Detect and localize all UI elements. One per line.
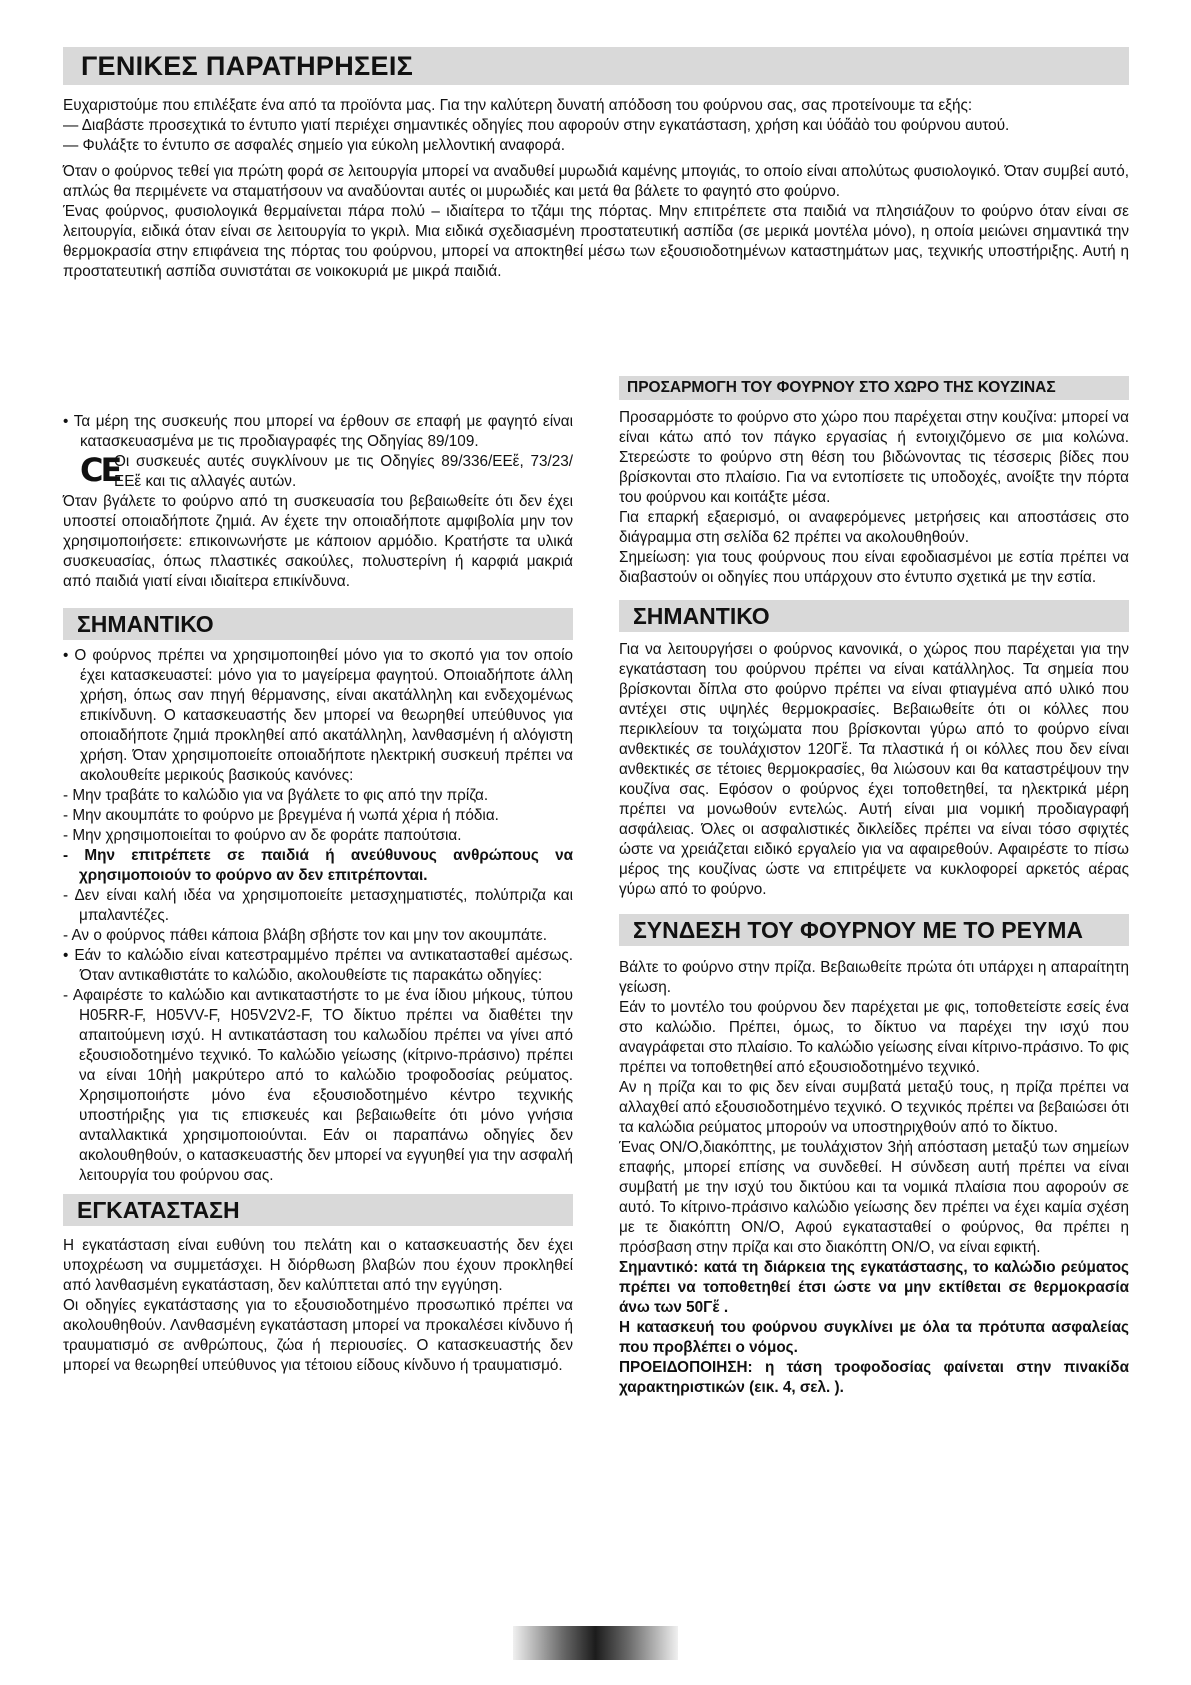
power-note-bold-text: Η κατασκευή του φούρνου συγκλίνει με όλα τα πρότυπα ασφαλείας που προβλέπει ο νόμος.: [619, 1319, 1129, 1356]
important-paragraph: Για να λειτουργήσει ο φούρνος κανονικά, ο χώρος που παρέχεται για την εγκατάσταση του φούρνου πρέπει να είναι κατάλληλος. Τα σημεία που βρίσκονται δίπλα στο φούρνο πρέπει να είναι φτιαγμένα από υλικό που αντέχει στις υψηλές θερμοκρασίες. Βεβαιωθείτε ότι οι κόλλες που περικλείουν τα τοιχώματα που βρίσκονται γύρω από το φούρνο είναι ανθεκτικές σε τουλάχιστον 120Γἕ. Τα πλαστικά ή οι κόλλες που δεν είναι ανθεκτικές σε τέτοιες θερμοκρασίες, θα λιώσουν και θα καταστρέψουν την κουζίνα σας. Εφόσον ο φούρνος έχει τοποθετηθεί, τα ηλεκτρικά μέρη πρέπει να μονωθούν εντελώς. Αυτή είναι μια νομική προδιαγραφή ασφάλειας. Όλες οι ασφαλιστικές δικλείδες πρέπει να είναι τόσο σφιχτές ώστε να χρειάζεται ειδικό εργαλείο για να αφαιρεθούν. Αφαιρέστε το πίσω μέρος της κουζίνας ώστε να επιτρέψετε να κυκλοφορεί αρκετός αέρας γύρω από το φούρνο.: [619, 641, 1129, 898]
ce-notice: [63, 452, 573, 492]
right-column: [619, 376, 1129, 1398]
rule-item: - Αφαιρέστε το καλώδιο και αντικαταστήστε το με ένα ίδιου μήκους, τύπου H05RR-F, H05VV-F, H05V2V2-F, ΤΟ δίκτυο πρέπει να διαθέτει την απαιτούμενη ισχύ. Η αντικατάσταση του καλωδίου πρέπει να γίνει από εξουσιοδοτημένο τεχνικό. Το καλώδιο γείωσης (κίτρινο-πράσινο) πρέπει να είναι 10ἠἡ μακρύτερο από το καλώδιο τροφοδοσίας ρεύματος. Χρησιμοποιήστε μόνο ένα εξουσιοδοτημένο κέντρο τεχνικής υποστήριξης για τις επισκευές και βεβαιωθείτε ότι μόνο γνήσια ανταλλακτικά χρησιμοποιούνται. Εάν οι παραπάνω οδηγίες δεν ακολουθηθούν, ο κατασκευαστής δεν μπορεί να εγγυηθεί για την ασφαλή λειτουργία του φούρνου σας.: [63, 987, 573, 1184]
section-heading-important: ΣΗΜΑΝΤΙΚΟ: [619, 600, 1129, 632]
intro-paragraph: Ευχαριστούμε που επιλέξατε ένα από τα προϊόντα μας. Για την καλύτερη δυνατή απόδοση του φούρνου σας, σας προτείνουμε τα εξής:: [63, 97, 973, 114]
intro-section: [63, 96, 1129, 282]
rule-item-bold-text: - Μην επιτρέπετε σε παιδιά ή ανεύθυνους ανθρώπους να χρησιμοποιούν το φούρνο αν δεν επιτρέπονται.: [63, 847, 573, 884]
rule-item-bold: [63, 846, 573, 886]
bullet-item: • Εάν το καλώδιο είναι κατεστραμμένο πρέπει να αντικατασταθεί αμέσως. Όταν αντικαθιστάτε το καλώδιο, ακολουθείστε τις παρακάτω οδηγίες:: [63, 947, 573, 984]
section-heading-installation: ΕΓΚΑΤΑΣΤΑΣΗ: [63, 1194, 573, 1226]
power-warning: [619, 1358, 1129, 1398]
rule-item: - Δεν είναι καλή ιδέα να χρησιμοποιείτε μετασχηματιστές, πολύπριζα και μπαλαντέζες.: [63, 887, 573, 924]
intro-paragraph: Ένας φούρνος, φυσιολογικά θερμαίνεται πάρα πολύ – ιδιαίτερα το τζάμι της πόρτας. Μην επιτρέπετε στα παιδιά να πλησιάζουν το φούρνο όταν είναι σε λειτουργία, ειδικά όταν είναι σε λειτουργία το γκριλ. Μια ειδικά σχεδιασμένη προστατευτική ασπίδα (σε μερικά μοντέλα μόνο), η οποία μειώνει σημαντικά την θερμοκρασία στην επιφάνεια της πόρτας του φούρνου, μπορεί να αποκτηθεί μέσω των εξουσιοδοτημένων καταστημάτων μας, τεχνικής υποστήριξης. Αυτή η προστατευτική ασπίδα συνιστάται σε νοικοκυριά με μικρά παιδιά.: [63, 203, 1129, 280]
fitting-paragraph: Προσαρμόστε το φούρνο στο χώρο που παρέχεται στην κουζίνα: μπορεί να είναι κάτω από τον πάγκο εργασίας ή εντοιχιζόμενο σε μια κολώνα. Στερεώστε το φούρνο στη θέση του βιδώνοντας τις τέσσερις βίδες που βρίσκονται στο πλαίσιο. Για να εντοπίσετε τις υποδοχές, ανοίξτε την πόρτα του φούρνου και κοιτάξτε μέσα.: [619, 409, 1129, 506]
power-warning-text: ΠΡΟΕΙΔΟΠΟΙΗΣΗ: η τάση τροφοδοσίας φαίνεται στην πινακίδα χαρακτηριστικών (εικ. 4, σελ. ).: [619, 1359, 1129, 1396]
bullet-item: • Τα μέρη της συσκευής που μπορεί να έρθουν σε επαφή με φαγητό είναι κατασκευασμένα με τις προδιαγραφές της Οδηγίας 89/109.: [63, 413, 573, 450]
section-heading-power: ΣΥΝΔΕΣΗ ΤΟΥ ΦΟΥΡΝΟΥ ΜΕ ΤΟ ΡΕΥΜΑ: [619, 914, 1129, 946]
power-note-bold: [619, 1258, 1129, 1318]
power-paragraph: Ένας ON/O,διακόπτης, με τουλάχιστον 3ἠἡ απόσταση μεταξύ των σημείων επαφής, μπορεί επίσης να συνδεθεί. Η σύνδεση αυτή πρέπει να είναι συμβατή με την ισχύ του δικτύου και τα νομικά πλαίσια που αφορούν σε αυτό. Το κίτρινο-πράσινο καλώδιο γείωσης δεν πρέπει να έχει καμία σχέση με τε διακόπτη ON/O, Αφού εγκατασταθεί ο φούρνος, θα πρέπει η πρόσβαση στην πρίζα και στο διακόπτη ON/O, να είναι εφικτή.: [619, 1139, 1129, 1256]
section-heading-fitting: ΠΡΟΣΑΡΜΟΓΗ ΤΟΥ ΦΟΥΡΝΟΥ ΣΤΟ ΧΩΡΟ ΤΗΣ ΚΟΥΖΙΝΑΣ: [619, 376, 1129, 400]
rule-item: - Αν ο φούρνος πάθει κάποια βλάβη σβήστε τον και μην τον ακουμπάτε.: [63, 927, 547, 944]
rule-item: - Μην τραβάτε το καλώδιο για να βγάλετε το φις από την πρίζα.: [63, 787, 489, 804]
unpack-paragraph: Όταν βγάλετε το φούρνο από τη συσκευασία του βεβαιωθείτε ότι δεν έχει υποστεί οποιαδήποτε ζημιά. Αν έχετε την οποιαδήποτε αμφιβολία μην τον χρησιμοποιήσετε: επικοινωνήστε με κάποιον αρμόδιο. Κρατήστε τα υλικά συσκευασίας, όπως πλαστικές σακούλες, πολυστερίνη ή καρφιά μακριά από παιδιά γιατί είναι ιδιαίτερα επικίνδυνα.: [63, 493, 573, 590]
power-paragraph: Αν η πρίζα και το φις δεν είναι συμβατά μεταξύ τους, η πρίζα πρέπει να αλλαχθεί από εξουσιοδοτημένο τεχνικό. Ο τεχνικός πρέπει να βεβαιώσει ότι τα καλώδια ρεύματος μπορούν να υποστηριχθούν από το δίκτυο.: [619, 1079, 1129, 1136]
power-paragraph: Εάν το μοντέλο του φούρνου δεν παρέχεται με φις, τοποθετείστε εσείς ένα στο καλώδιο. Πρέπει, όμως, το δίκτυο να παρέχει την ισχύ που αναγράφεται στο πλαίσιο. Το καλώδιο γείωσης είναι κίτρινο-πράσινο. Το φις πρέπει να τοποθετηθεί από εξουσιοδοτημένο τεχνικό.: [619, 999, 1129, 1076]
intro-dash-item: — Διαβάστε προσεχτικά το έντυπο γιατί περιέχει σημαντικές οδηγίες που αφορούν στην εγκατάσταση, χρήση και ὑόἄἀὸ του φούρνου αυτού.: [63, 117, 1010, 134]
power-note-bold: [619, 1318, 1129, 1358]
ce-mark-icon: CE: [80, 451, 120, 489]
left-column: [63, 412, 573, 1376]
install-paragraph: Η εγκατάσταση είναι ευθύνη του πελάτη και ο κατασκευαστής δεν έχει υποχρέωση να συμμετάσχει. Η διόρθωση βλαβών που έχουν προκληθεί από λανθασμένη εγκατάσταση, δεν καλύπτεται από την εγγύηση.: [63, 1237, 573, 1294]
power-paragraph: Βάλτε το φούρνο στην πρίζα. Βεβαιωθείτε πρώτα ότι υπάρχει η απαραίτητη γείωση.: [619, 959, 1129, 996]
bullet-item: • Ο φούρνος πρέπει να χρησιμοποιηθεί μόνο για το σκοπό για τον οποίο έχει κατασκευαστεί: μόνο για το μαγείρεμα φαγητού. Οποιαδήποτε άλλη χρήση, όπως σαν πηγή θέρμανσης, είναι ακατάλληλη και ενδεχομένως επικίνδυνη. Ο κατασκευαστής δεν μπορεί να θεωρηθεί υπεύθυνος για οποιαδήποτε ζημιά προκληθεί από ακατάλληλη, λανθασμένη ή αλόγιστη χρήση. Όταν χρησιμοποιείτε οποιαδήποτε ηλεκτρική συσκευή πρέπει να ακολουθείτε μερικούς βασικούς κανόνες:: [63, 647, 573, 784]
page-number-bar: [513, 1626, 678, 1660]
section-heading-important: ΣΗΜΑΝΤΙΚΟ: [63, 608, 573, 640]
ce-text: Οι συσκευές αυτές συγκλίνουν με τις Οδηγίες 89/336/ΕΕἕ, 73/23/ΕΕἕ και τις αλλαγές αυτών.: [114, 453, 573, 490]
rule-item: - Μην ακουμπάτε το φούρνο με βρεγμένα ή νωπά χέρια ή πόδια.: [63, 807, 499, 824]
install-paragraph: Οι οδηγίες εγκατάστασης για το εξουσιοδοτημένο προσωπικό πρέπει να ακολουθηθούν. Λανθασμένη εγκατάσταση μπορεί να προκαλέσει κίνδυνο ή τραυματισμό σε ανθρώπους, ζώα ή περιουσίες. Ο κατασκευαστής δεν μπορεί να θεωρηθεί υπεύθυνος για τέτοιου είδους κίνδυνο ή τραυματισμό.: [63, 1297, 573, 1374]
intro-paragraph: Όταν ο φούρνος τεθεί για πρώτη φορά σε λειτουργία μπορεί να αναδυθεί μυρωδιά καμένης μπογιάς, το οποίο είναι απολύτως φυσιολογικό. Όταν συμβεί αυτό, απλώς θα περιμένετε να σταματήσουν να αναδύονται αυτές οι μυρωδιές και μετά θα βάλετε το φαγητό στο φούρνο.: [63, 163, 1129, 200]
power-note-bold-text: Σημαντικό: κατά τη διάρκεια της εγκατάστασης, το καλώδιο ρεύματος πρέπει να τοποθετηθεί έτσι ώστε να μην εκτίθεται σε θερμοκρασία άνω των 50Γἕ .: [619, 1259, 1129, 1316]
page-title: ΓΕΝΙΚΕΣ ΠΑΡΑΤΗΡΗΣΕΙΣ: [63, 47, 1129, 85]
fitting-paragraph: Για επαρκή εξαερισμό, οι αναφερόμενες μετρήσεις και αποστάσεις στο διάγραμμα στη σελίδα 62 πρέπει να ακολουθηθούν.: [619, 509, 1129, 546]
fitting-paragraph: Σημείωση: για τους φούρνους που είναι εφοδιασμένοι με εστία πρέπει να διαβαστούν οι οδηγίες που υπάρχουν στο έντυπο σχετικά με την εστία.: [619, 549, 1129, 586]
intro-dash-item: — Φυλάξτε το έντυπο σε ασφαλές σημείο για εύκολη μελλοντική αναφορά.: [63, 137, 565, 154]
rule-item: - Μην χρησιμοποιείται το φούρνο αν δε φοράτε παπούτσια.: [63, 827, 462, 844]
